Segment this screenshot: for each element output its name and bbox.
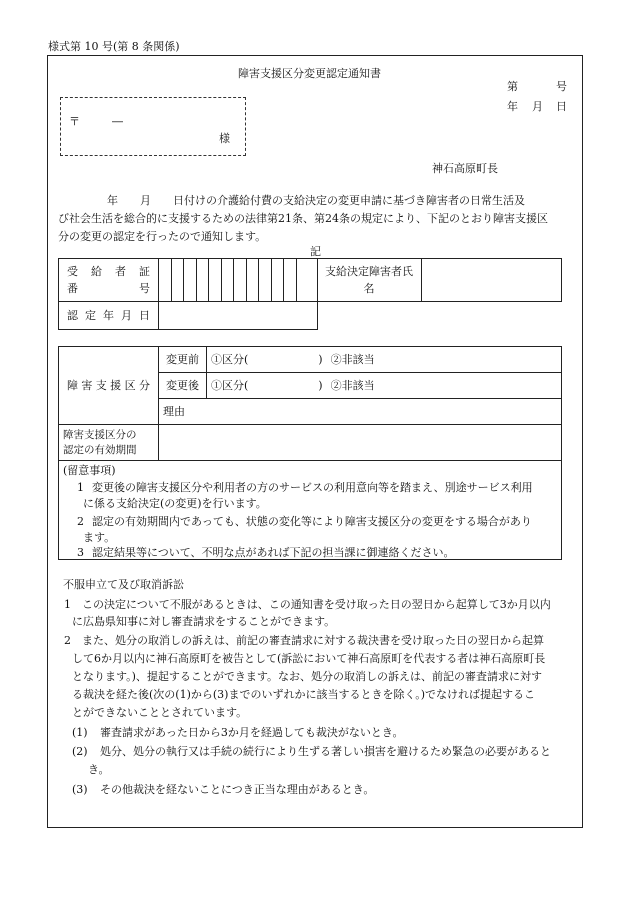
appeal-1-line-2: に広島県知事に対し審査請求をすることができます。 [72,615,336,628]
notes-heading: (留意事項) [63,464,116,477]
support-category-table [58,346,562,461]
appeal-sub-2-line-2: き。 [88,763,110,776]
addressee-sama: 様 [219,132,230,145]
notes-box [58,460,562,560]
appeal-sub-2-line-1: 処分、処分の執行又は手続の続行により生ずる著しい損害を避けるため緊急の必要があると [100,745,551,758]
date-year: 年 [507,100,518,113]
reason-label: 理由 [163,404,185,418]
validity-period-label: 障害支援区分の 認定の有効期間 [59,425,159,461]
note-3-number: 3 [77,546,84,559]
support-category-label: 障 害 支 援 区 分 [59,347,159,425]
applicant-name-field[interactable] [421,259,562,302]
note-1-line-1: 変更後の障害支援区分や利用者の方のサービスの利用意向等を踏まえ、別途サービス利用 [92,481,533,494]
applicant-name-label: 支給決定障害者氏 名 [317,259,421,302]
appeal-2-line-1: また、処分の取消しの訴えは、前記の審査請求に対する裁決書を受け取った日の翌日から起算 [82,634,544,647]
recipient-table [58,258,562,330]
intro-line-2: び社会生活を総合的に支援するための法律第21条、第24条の規定により、下記のとおり障害支援区 [58,212,548,225]
after-change-label: 変更後 [159,373,207,399]
appeal-sub-3-line-1: その他裁決を経ないことにつき正当な理由があるとき。 [100,783,375,796]
appeal-sub-1-number: (1) [72,726,88,739]
appeal-heading: 不服申立て及び取消訴訟 [63,578,184,591]
reason-field[interactable] [159,399,562,425]
appeal-1-number: 1 [64,598,71,611]
note-2-line-2: ます。 [83,531,116,544]
note-2-line-1: 認定の有効期間内であっても、状態の変化等により障害支援区分の変更をする場合があり [92,515,532,528]
date-day: 日 [556,100,567,113]
note-1-line-2: に係る支給決定(の変更)を行います。 [83,497,267,510]
note-2-number: 2 [77,515,84,528]
certification-date-field[interactable] [159,302,318,330]
recipient-number-field[interactable] [159,259,318,302]
doc-number-dai: 第 [507,80,518,93]
appeal-2-number: 2 [64,634,71,647]
before-change-label: 変更前 [159,347,207,373]
validity-period-field[interactable] [159,425,562,461]
document-title: 障害支援区分変更認定通知書 [238,67,381,80]
note-3-line-1: 認定結果等について、不明な点があれば下記の担当課に御連絡ください。 [92,546,455,559]
form-label: 様式第 10 号(第 8 条関係) [48,40,180,53]
doc-number-gou: 号 [556,80,567,93]
appeal-sub-3-number: (3) [72,783,88,796]
postal-mark: 〒 [69,115,80,128]
appeal-sub-2-number: (2) [72,745,88,758]
intro-line-1: 年 月 日付けの介護給付費の支給決定の変更申請に基づき障害者の日常生活及 [63,194,525,207]
ki-label: 記 [310,245,321,258]
postal-dash: ― [112,115,123,128]
appeal-2-line-3: となります。)、提起することができます。なお、処分の取消しの訴えは、前記の審査請求に対す [72,670,543,683]
appeal-1-line-1: この決定について不服があるときは、この通知書を受け取った日の翌日から起算して3か月以内 [82,598,551,611]
date-month: 月 [532,100,543,113]
issuer-name: 神石高原町長 [432,162,498,175]
appeal-2-line-5: とができないこととされています。 [72,706,248,719]
certification-date-label: 認 定 年 月 日 [59,302,159,330]
recipient-number-label: 受 給 者 証 番 号 [59,259,159,302]
after-change-options[interactable]: ①区分( ) ②非該当 [207,373,562,399]
intro-line-3: 分の変更の認定を行ったので通知します。 [58,230,267,243]
appeal-2-line-4: る裁決を経た後(次の(1)から(3)までのいずれかに該当するときを除く。)でなければ提起するこ [72,688,536,701]
appeal-sub-1-line-1: 審査請求があった日から3か月を経過しても裁決がないとき。 [100,726,404,739]
appeal-2-line-2: して6か月以内に神石高原町を被告として(訴訟において神石高原町を代表する者は神石高原町長 [72,652,546,665]
note-1-number: 1 [77,481,84,494]
address-box [60,97,246,156]
before-change-options[interactable]: ①区分( ) ②非該当 [207,347,562,373]
